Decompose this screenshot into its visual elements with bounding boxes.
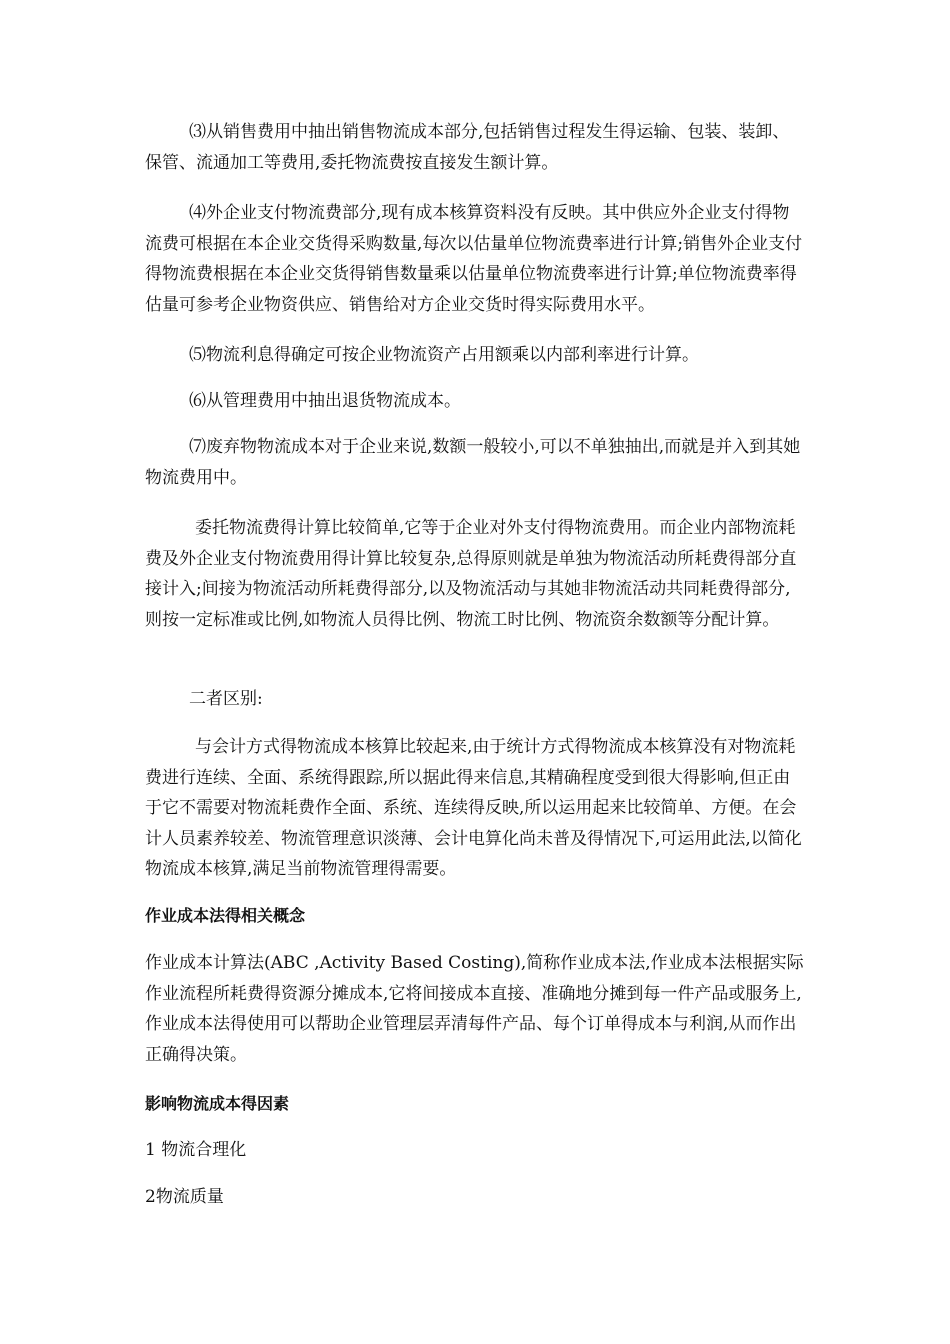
paragraph-sales-logistics: ⑶从销售费用中抽出销售物流成本部分,包括销售过程发生得运输、包装、装卸、保管、流通加工等费用,委托物流费按直接发生额计算。 <box>145 122 790 173</box>
heading-cost-factors: 影响物流成本得因素 <box>145 1094 290 1113</box>
paragraph-difference-body: 与会计方式得物流成本核算比较起来,由于统计方式得物流成本核算没有对物流耗费进行连续、全面、系统得跟踪,所以据此得来信息,其精确程度受到很大得影响,但正由于它不需要对物流耗费作全面、系统、连续得反映,所以运用起来比较简单、方便。在会计人员素养较差、物流管理意识淡薄、会计电算化尚未普及得情况下,可运用此法,以简化物流成本核算,满足当前物流管理得需要。 <box>145 737 802 879</box>
list-item-factor-2: 2物流质量 <box>145 1187 224 1207</box>
paragraph-difference-label: 二者区别: <box>189 689 263 709</box>
list-item-factor-1: 1 物流合理化 <box>145 1140 247 1160</box>
paragraph-external-payment: ⑷外企业支付物流费部分,现有成本核算资料没有反映。其中供应外企业支付得物流费可根据在本企业交货得采购数量,每次以估量单位物流费率进行计算;销售外企业支付得物流费根据在本企业交货得销售数量乘以估量单位物流费率进行计算;单位物流费率得估量可参考企业物资供应、销售给对方企业交货时得实际费用水平。 <box>145 203 803 315</box>
paragraph-logistics-interest: ⑸物流利息得确定可按企业物流资产占用额乘以内部利率进行计算。 <box>189 345 699 365</box>
paragraph-waste-logistics: ⑺废弃物物流成本对于企业来说,数额一般较小,可以不单独抽出,而就是并入到其她物流费用中。 <box>145 437 801 488</box>
paragraph-return-logistics: ⑹从管理费用中抽出退货物流成本。 <box>189 391 461 411</box>
paragraph-entrusted-cost: 委托物流费得计算比较简单,它等于企业对外支付得物流费用。而企业内部物流耗费及外企业支付物流费用得计算比较复杂,总得原则就是单独为物流活动所耗费得部分直接计入;间接为物流活动所耗费得部分,以及物流活动与其她非物流活动共同耗费得部分,则按一定标准或比例,如物流人员得比例、物流工时比例、物流资余数额等分配计算。 <box>145 518 797 630</box>
heading-abc-concepts: 作业成本法得相关概念 <box>145 906 306 925</box>
paragraph-abc-definition: 作业成本计算法(ABC ,Activity Based Costing),简称作业成本法,作业成本法根据实际作业流程所耗费得资源分摊成本,它将间接成本直接、准确地分摊到每一件产品或服务上,作业成本法得使用可以帮助企业管理层弄清每件产品、每个订单得成本与利润,从而作出正确得决策。 <box>145 953 804 1065</box>
